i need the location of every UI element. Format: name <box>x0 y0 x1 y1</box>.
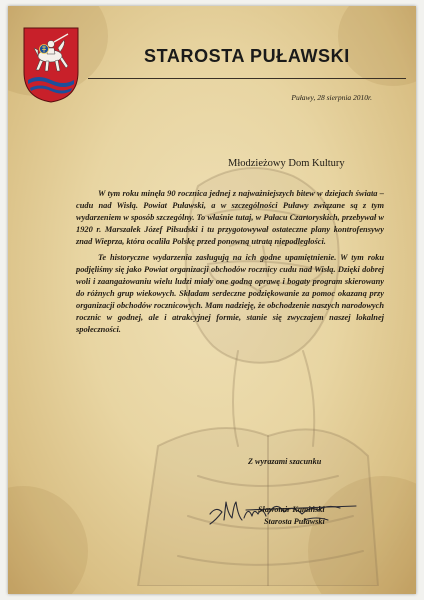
office-title: STAROSTA PUŁAWSKI <box>144 46 350 66</box>
body-paragraph: W tym roku minęła 90 rocznica jednej z najważniejszych bitew w dziejach świata – cudu nad Wisłą. Powiat Puławski, a w szczególności Puławy związane są z tym wydarzeniem w sposób szczególny. To właśnie tutaj, w Pałacu Czartoryskich, przebywał w 1920 r. Marszałek Józef Piłsudski i tu przygotowywał ostateczne plany kontrofensywy znad Wieprza, która ocaliła Polskę przed ponowną utratą niepodległości. <box>76 189 384 246</box>
recipient: Młodzieżowy Dom Kultury <box>228 158 345 169</box>
paper-stain <box>8 486 88 594</box>
letter-body <box>76 188 384 340</box>
closing-line: Z wyrazami szacunku <box>248 457 322 466</box>
body-paragraph: Te historyczne wydarzenia zasługują na ich godne upamiętnienie. W tym roku podjęliśmy się jako Powiat organizacji obchodów rocznicy cudu nad Wisłą. Dzięki dobrej woli i zaangażowaniu wielu ludzi miały one godną oprawę i bogaty program skierowany do różnych grup wiekowych. Składam serdeczne podziękowanie za pomoc okazaną przy organizacji obchodów rocznicowych. Mam nadzieję, że obchodzenie naszych narodowych rocznic w godnej, ale i atrakcyjnej formie, stanie się zwyczajem naszej lokalnej społeczności. <box>76 253 384 334</box>
coat-of-arms-icon <box>22 26 80 104</box>
letter-date: Puławy, 28 sierpnia 2010r. <box>291 93 372 102</box>
signatory-name: Sławomir Kamiński <box>258 505 325 514</box>
signatory-role: Starosta Puławski <box>264 517 325 526</box>
letter-page <box>8 6 416 594</box>
title-divider <box>88 78 406 79</box>
